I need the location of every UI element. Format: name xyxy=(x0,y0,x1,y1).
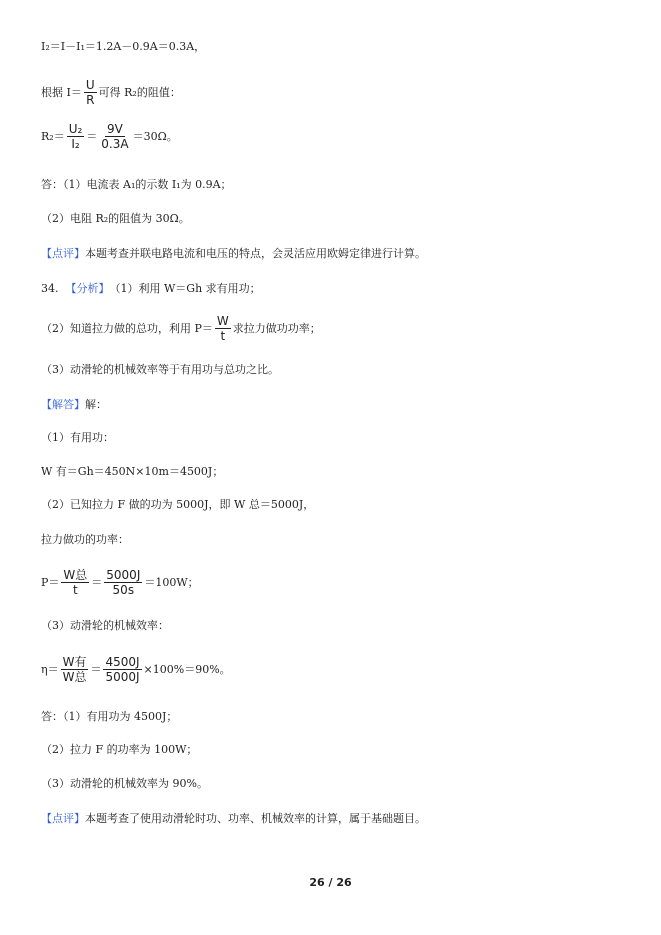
analysis-34: 34. 【分析】 （1）利用 W＝Gh 求有用功； xyxy=(41,282,261,295)
comment-33: 【点评】 本题考查并联电路电流和电压的特点，会灵活应用欧姆定律进行计算。 xyxy=(41,247,426,260)
page-number: 26 / 26 xyxy=(309,876,352,889)
fraction-wtotal-over-t: $\frac{\text{W总}}{t}$ xyxy=(63,568,88,597)
solution-heading: 【解答】 解： xyxy=(41,398,107,411)
analysis-2: （2）知道拉力做的总功，利用 P＝ $\frac{W}{t}$ 求拉力做功功率； xyxy=(41,314,321,343)
comment-tag: 【点评】 xyxy=(41,812,85,825)
ohm-law-line: 根据 I＝ $\frac{U}{R}$ 可得 R₂的阻值： xyxy=(41,78,181,107)
fraction-u2-over-i2: $\frac{\text{U₂}}{\text{I₂}}$ xyxy=(68,122,83,151)
answer-1: 答：（1）电流表 A₁的示数 I₁为 0.9A； xyxy=(41,178,232,191)
fraction-wuseful-over-wtotal: $\frac{\text{W有}}{\text{W总}}$ xyxy=(62,655,87,684)
final-answer-2: （2）拉力 F 的功率为 100W； xyxy=(41,743,198,756)
eq-current-i2: I₂＝I－I₁＝1.2A－0.9A＝0.3A， xyxy=(41,40,206,53)
answer-2: （2）电阻 R₂的阻值为 30Ω。 xyxy=(41,212,190,225)
analysis-3: （3）动滑轮的机械效率等于有用功与总功之比。 xyxy=(41,363,279,376)
final-answer-3: （3）动滑轮的机械效率为 90%。 xyxy=(41,777,208,790)
fraction-9v-over-03a: $\frac{9V}{0.3A}$ xyxy=(101,122,129,151)
final-answer-1: 答：（1）有用功为 4500J； xyxy=(41,710,178,723)
comment-tag: 【点评】 xyxy=(41,247,85,260)
fraction-5000j-over-50s: $\frac{5000J}{50s}$ xyxy=(106,568,141,597)
power-heading: 拉力做功的功率： xyxy=(41,533,129,546)
eq-resistance-r2: R₂＝ $\frac{\text{U₂}}{\text{I₂}}$ ＝ $\frac{9V}{0.3A}$ ＝30Ω。 xyxy=(41,122,178,151)
analysis-tag: 【分析】 xyxy=(65,282,110,295)
fraction-4500j-over-5000j: $\frac{4500J}{5000J}$ xyxy=(105,655,140,684)
efficiency-eq: η＝ $\frac{\text{W有}}{\text{W总}}$ ＝ $\frac{4500J}{5000J}$ ×100%＝90%。 xyxy=(41,655,231,684)
step-3: （3）动滑轮的机械效率： xyxy=(41,619,169,632)
step-1: （1）有用功： xyxy=(41,431,114,444)
fraction-w-over-t: $\frac{W}{t}$ xyxy=(216,314,229,343)
fraction-u-over-r: $\frac{U}{R}$ xyxy=(85,78,95,107)
step-2: （2）已知拉力 F 做的功为 5000J，即 W 总＝5000J， xyxy=(41,498,315,511)
solution-tag: 【解答】 xyxy=(41,398,85,411)
comment-34: 【点评】 本题考查了使用动滑轮时功、功率、机械效率的计算，属于基础题目。 xyxy=(41,812,426,825)
power-eq: P＝ $\frac{\text{W总}}{t}$ ＝ $\frac{5000J}{50s}$ ＝100W； xyxy=(41,568,199,597)
useful-work-eq: W 有＝Gh＝450N×10m＝4500J； xyxy=(41,465,224,478)
